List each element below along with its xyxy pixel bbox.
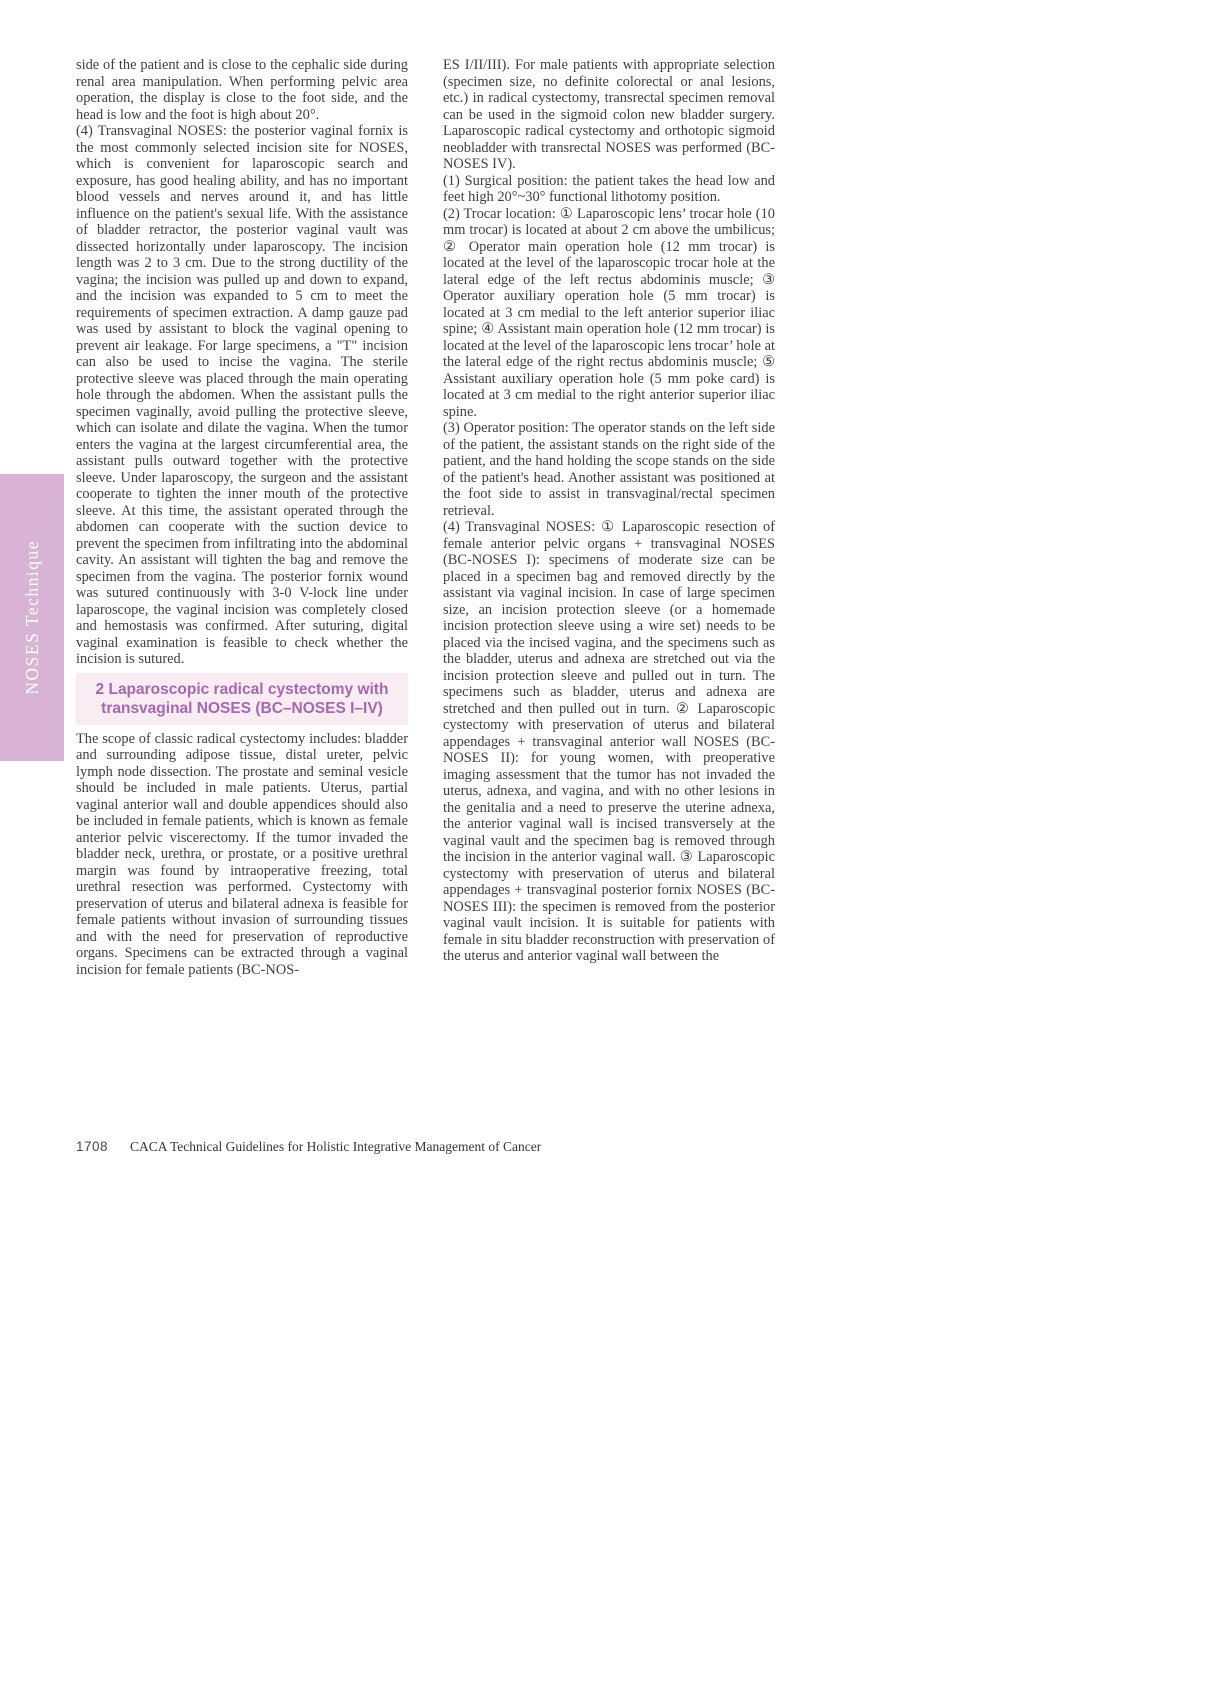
paragraph: ES I/II/III). For male patients with appropriate selection (specimen size, no definite colorectal or anal lesions, etc.) in radical cystectomy, transrectal specimen removal can be used in the sigmoid colon new bladder surgery. Laparoscopic radical cystectomy and orthotopic sigmoid neobladder with transrectal NOSES was performed (BC-NOSES IV). bbox=[443, 57, 775, 172]
article-body bbox=[76, 57, 775, 978]
paragraph: (2) Trocar location: ① Laparoscopic lens’ trocar hole (10 mm trocar) is located at about 2 cm above the umbilicus; ② Operator main operation hole (12 mm trocar) is located at the level of the laparoscopic trocar hole at the lateral edge of the left rectus abdominis muscle; ③ Operator auxiliary operation hole (5 mm trocar) is located at 3 cm medial to the left anterior superior iliac spine; ④ Assistant main operation hole (12 mm trocar) is located at the level of the laparoscopic lens trocar’ hole at the lateral edge of the right rectus abdominis muscle; ⑤ Assistant auxiliary operation hole (5 mm poke card) is located at 3 cm medial to the right anterior superior iliac spine. bbox=[443, 205, 775, 420]
paragraph: (3) Operator position: The operator stands on the left side of the patient, the assistant stands on the right side of the patient, and the hand holding the scope stands on the side of the patient's head. Another assistant was positioned at the foot side to assist in transvaginal/rectal specimen retrieval. bbox=[443, 420, 775, 519]
footer-journal-title: CACA Technical Guidelines for Holistic Integrative Management of Cancer bbox=[130, 1139, 542, 1154]
text-column-right bbox=[443, 57, 775, 978]
text-column-left bbox=[76, 57, 408, 978]
chapter-side-tab-label: NOSES Technique bbox=[21, 540, 42, 695]
chapter-side-tab bbox=[0, 474, 64, 761]
paragraph: (4) Transvaginal NOSES: the posterior vaginal fornix is the most commonly selected incision site for NOSES, which is convenient for laparoscopic search and exposure, has good healing ability, and has no important blood vessels and nerves around it, and has little influence on the patient's sexual life. With the assistance of bladder retractor, the posterior vaginal vault was dissected horizontally under laparoscopy. The incision length was 2 to 3 cm. Due to the strong ductility of the vagina; the incision was pulled up and down to expand, and the incision was expanded to 5 cm to meet the requirements of specimen extraction. A damp gauze pad was used by assistant to block the vaginal opening to prevent air leakage. For large specimens, a "T" incision can also be used to incise the vagina. The sterile protective sleeve was placed through the main operating hole through the abdomen. When the assistant pulls the specimen vaginally, avoid pulling the protective sleeve, which can isolate and dilate the vagina. When the tumor enters the vagina at the largest circumferential area, the assistant pulls outward together with the protective sleeve. Under laparoscopy, the surgeon and the assistant cooperate to tighten the inner mouth of the protective sleeve. At this time, the assistant operated through the abdomen can cooperate with the suction device to prevent the specimen from infiltrating into the abdominal cavity. An assistant will tighten the bag and remove the specimen from the vagina. The posterior fornix wound was sutured continuously with 3-0 V-lock line under laparoscope, the vaginal incision was completely closed and hemostasis was confirmed. After suturing, digital vaginal examination is feasible to check whether the incision is sutured. bbox=[76, 123, 408, 667]
paragraph: (1) Surgical position: the patient takes the head low and feet high 20°~30° functional lithotomy position. bbox=[443, 172, 775, 205]
page-footer bbox=[76, 1139, 541, 1155]
paragraph: The scope of classic radical cystectomy includes: bladder and surrounding adipose tissue, distal ureter, pelvic lymph node dissection. The prostate and seminal vesicle should be included in male patients. Uterus, partial vaginal anterior wall and double appendices should also be included in female patients, which is known as female anterior pelvic viscerectomy. If the tumor invaded the bladder neck, urethra, or prostate, or a positive urethral margin was found by intraoperative freezing, total urethral resection was performed. Cystectomy with preservation of uterus and bilateral adnexa is feasible for female patients without invasion of surrounding tissues and with the need for preservation of reproductive organs. Specimens can be extracted through a vaginal incision for female patients (BC-NOS- bbox=[76, 730, 408, 978]
page-number: 1708 bbox=[76, 1139, 109, 1154]
section-heading: 2 Laparoscopic radical cystectomy with transvaginal NOSES (BC–NOSES I–IV) bbox=[76, 673, 408, 725]
paragraph: (4) Transvaginal NOSES: ① Laparoscopic resection of female anterior pelvic organs + transvaginal NOSES (BC-NOSES I): specimens of moderate size can be placed in a specimen bag and removed directly by the assistant via vaginal incision. In case of large specimen size, an incision protection sleeve (or a homemade incision protection sleeve using a wire set) needs to be placed via the incised vagina, and the specimens such as the bladder, uterus and adnexa are stretched out via the incision protection sleeve and pulled out in turn. The specimens such as bladder, uterus and adnexa are stretched and then pulled out in turn. ② Laparoscopic cystectomy with preservation of uterus and bilateral appendages + transvaginal anterior wall NOSES (BC-NOSES II): for young women, with preoperative imaging assessment that the tumor has not invaded the uterus, adnexa, and vagina, and with no other lesions in the genitalia and a need to preserve the uterine adnexa, the anterior vaginal wall is incised transversely at the vaginal vault and the specimen bag is removed through the incision in the anterior vaginal wall. ③ Laparoscopic cystectomy with preservation of uterus and bilateral appendages + transvaginal posterior fornix NOSES (BC-NOSES III): the specimen is removed from the posterior vaginal vault incision. It is suitable for patients with female in situ bladder reconstruction with preservation of the uterus and anterior vaginal wall between the bbox=[443, 519, 775, 964]
paragraph: side of the patient and is close to the cephalic side during renal area manipulation. When performing pelvic area operation, the display is close to the foot side, and the head is low and the foot is high about 20°. bbox=[76, 57, 408, 123]
